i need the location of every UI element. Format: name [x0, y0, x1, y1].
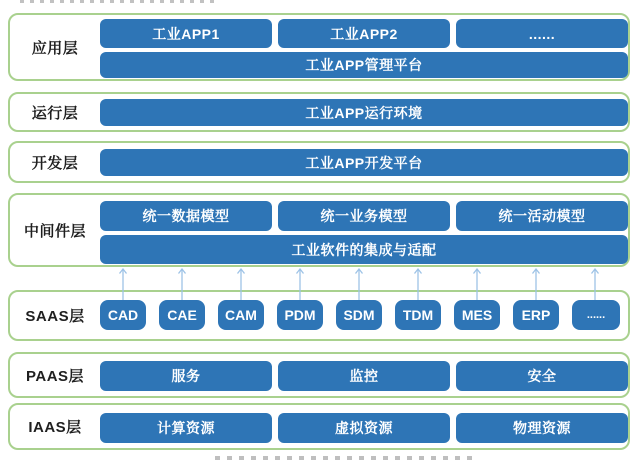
- box-service: 服务: [100, 361, 272, 391]
- up-arrow-icon: [590, 267, 600, 300]
- bar-app-runtime-environment: 工业APP运行环境: [100, 99, 628, 126]
- layer-label-development: 开发层: [31, 154, 79, 172]
- clipped-text-top: [20, 0, 216, 3]
- layer-label-runtime: 运行层: [31, 104, 79, 122]
- layer-runtime: [8, 92, 630, 132]
- box-monitoring: 监控: [278, 361, 450, 391]
- box-cam: CAM: [218, 300, 264, 330]
- up-arrow-icon: [118, 267, 128, 300]
- bar-app-management-platform: 工业APP管理平台: [100, 52, 628, 78]
- box-sdm: SDM: [336, 300, 382, 330]
- box-cad: CAD: [100, 300, 146, 330]
- box-tdm: TDM: [395, 300, 441, 330]
- box-erp: ERP: [513, 300, 559, 330]
- layer-label-application: 应用层: [31, 39, 79, 57]
- layer-application: [8, 13, 630, 81]
- up-arrow-icon: [413, 267, 423, 300]
- box-unified-activity-model: 统一活动模型: [456, 201, 628, 231]
- box-security: 安全: [456, 361, 628, 391]
- box-industrial-app1: 工业APP1: [100, 19, 272, 48]
- up-arrow-icon: [472, 267, 482, 300]
- layer-label-iaas: IAAS层: [28, 419, 82, 436]
- bar-software-integration-adaptation: 工业软件的集成与适配: [100, 235, 628, 264]
- box-pdm: PDM: [277, 300, 323, 330]
- box-industrial-app2: 工业APP2: [278, 19, 450, 48]
- box-virtual-resources: 虚拟资源: [278, 413, 450, 443]
- layer-middleware: [8, 193, 630, 267]
- layer-development: [8, 141, 630, 183]
- layer-label-middleware: 中间件层: [23, 222, 86, 240]
- up-arrow-icon: [295, 267, 305, 300]
- box-saas-ellipsis: ......: [572, 300, 620, 330]
- layer-iaas: [8, 403, 630, 450]
- arrows-row: [0, 267, 640, 300]
- box-physical-resources: 物理资源: [456, 413, 628, 443]
- layer-paas: [8, 352, 630, 398]
- box-compute-resources: 计算资源: [100, 413, 272, 443]
- box-app-ellipsis: ......: [456, 19, 628, 48]
- up-arrow-icon: [177, 267, 187, 300]
- box-unified-data-model: 统一数据模型: [100, 201, 272, 231]
- layer-label-saas: SAAS层: [25, 308, 85, 325]
- up-arrow-icon: [236, 267, 246, 300]
- box-cae: CAE: [159, 300, 205, 330]
- box-mes: MES: [454, 300, 500, 330]
- bar-app-development-platform: 工业APP开发平台: [100, 149, 628, 176]
- clipped-text-bottom: [215, 456, 473, 460]
- box-unified-business-model: 统一业务模型: [278, 201, 450, 231]
- up-arrow-icon: [354, 267, 364, 300]
- layer-label-paas: PAAS层: [25, 367, 85, 385]
- up-arrow-icon: [531, 267, 541, 300]
